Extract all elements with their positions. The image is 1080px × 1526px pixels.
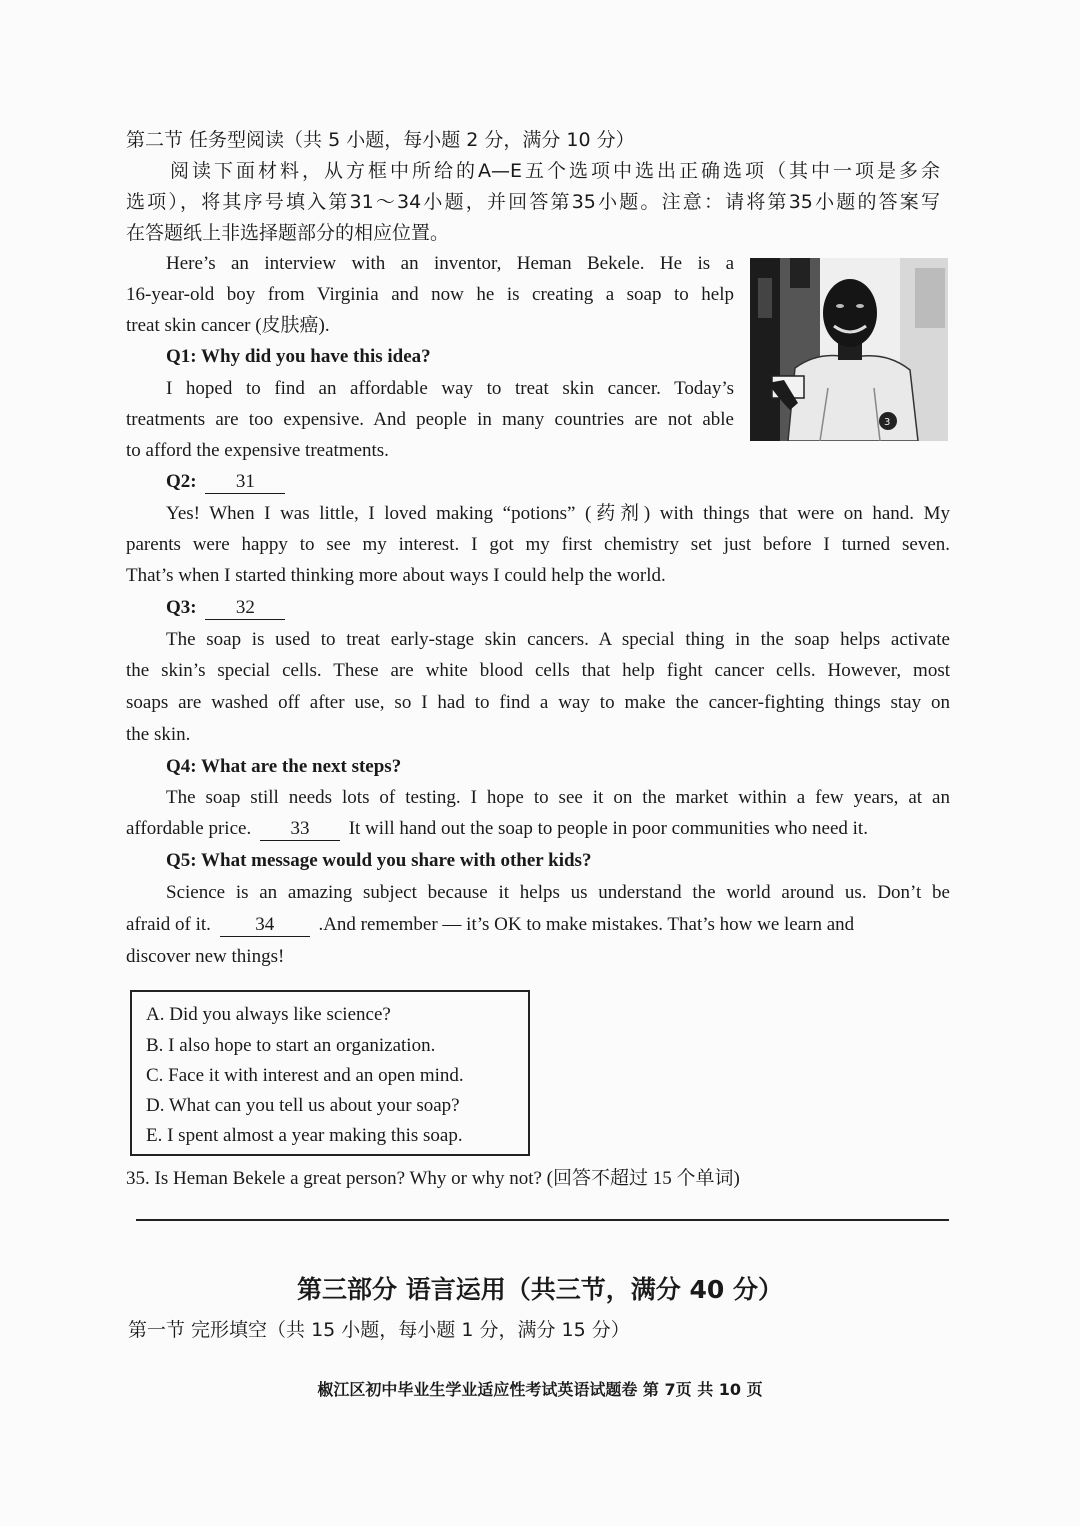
answer-3-line-1: The soap is used to treat early-stage skin cancers. A special thing in the soap helps activate xyxy=(166,629,950,650)
inventor-photo xyxy=(750,258,948,441)
option-e: E. I spent almost a year making this soap. xyxy=(146,1125,463,1146)
question-2-label: Q2: xyxy=(166,471,197,492)
question-3-label: Q3: xyxy=(166,597,197,618)
part-3-section-1: 第一节 完形填空（共 15 小题，每小题 1 分，满分 15 分） xyxy=(128,1319,630,1341)
answer-3-line-3: soaps are washed off after use, so I had to find a way to make the cancer-fighting things stay on xyxy=(126,692,950,713)
answer-2-line-1: Yes! When I was little, I loved making “potions” (药剂) with things that were on hand. My xyxy=(166,503,950,524)
answer-4-line-1: The soap still needs lots of testing. I hope to see it on the market within a few years, at an xyxy=(166,787,950,808)
answer-5-pre: afraid of it. xyxy=(126,914,211,935)
section-heading: 第二节 任务型阅读（共 5 小题，每小题 2 分，满分 10 分） xyxy=(126,129,635,151)
blank-32[interactable]: 32 xyxy=(205,597,285,620)
answer-2-line-2: parents were happy to see my interest. I got my first chemistry set just before I turned seven. xyxy=(126,534,950,555)
instruction-line-3: 在答题纸上非选择题部分的相应位置。 xyxy=(126,222,450,244)
option-c: C. Face it with interest and an open mind. xyxy=(146,1065,464,1086)
instruction-line-2: 选项），将其序号填入第31～34小题，并回答第35小题。注意：请将第35小题的答案写 xyxy=(126,191,940,213)
option-b: B. I also hope to start an organization. xyxy=(146,1035,436,1056)
intro-line-3: treat skin cancer (皮肤癌). xyxy=(126,315,330,336)
blank-31[interactable]: 31 xyxy=(205,471,285,494)
question-1: Q1: Why did you have this idea? xyxy=(166,346,431,367)
question-2 xyxy=(166,468,289,496)
answer-5-line-3: discover new things! xyxy=(126,946,285,967)
options-box xyxy=(130,990,530,1156)
question-3 xyxy=(166,594,289,622)
answer-line[interactable] xyxy=(136,1219,949,1221)
answer-5-line-1: Science is an amazing subject because it helps us understand the world around us. Don’t be xyxy=(166,882,950,903)
answer-4-pre: affordable price. xyxy=(126,818,252,839)
intro-line-1: Here’s an interview with an inventor, Heman Bekele. He is a xyxy=(166,253,734,274)
answer-3-line-4: the skin. xyxy=(126,724,191,745)
part-3-title: 第三部分 语言运用（共三节，满分 40 分） xyxy=(297,1275,783,1304)
answer-5-post: .And remember — it’s OK to make mistakes. That’s how we learn and xyxy=(318,914,855,935)
answer-4-line-2 xyxy=(126,815,868,843)
svg-text:3: 3 xyxy=(884,417,891,428)
answer-2-line-3: That’s when I started thinking more about ways I could help the world. xyxy=(126,565,666,586)
answer-4-post: It will hand out the soap to people in poor communities who need it. xyxy=(348,818,868,839)
answer-1-line-2: treatments are too expensive. And people in many countries are not able xyxy=(126,409,734,430)
inventor-photo-image xyxy=(750,258,948,441)
instruction-line-1: 阅读下面材料，从方框中所给的A—E五个选项中选出正确选项（其中一项是多余 xyxy=(170,160,940,182)
question-35: 35. Is Heman Bekele a great person? Why or why not? (回答不超过 15 个单词) xyxy=(126,1168,740,1189)
blank-33[interactable]: 33 xyxy=(260,818,340,841)
answer-3-line-2: the skin’s special cells. These are white blood cells that help fight cancer cells. However, most xyxy=(126,660,950,681)
answer-1-line-1: I hoped to find an affordable way to treat skin cancer. Today’s xyxy=(166,378,734,399)
option-a: A. Did you always like science? xyxy=(146,1004,391,1025)
question-5: Q5: What message would you share with other kids? xyxy=(166,850,592,871)
intro-line-2: 16-year-old boy from Virginia and now he is creating a soap to help xyxy=(126,284,734,305)
page-footer: 椒江区初中毕业生学业适应性考试英语试题卷 第 7页 共 10 页 xyxy=(317,1380,763,1399)
answer-1-line-3: to afford the expensive treatments. xyxy=(126,440,389,461)
answer-5-line-2 xyxy=(126,911,854,939)
option-d: D. What can you tell us about your soap? xyxy=(146,1095,460,1116)
question-4: Q4: What are the next steps? xyxy=(166,756,402,777)
blank-34[interactable]: 34 xyxy=(220,914,310,937)
